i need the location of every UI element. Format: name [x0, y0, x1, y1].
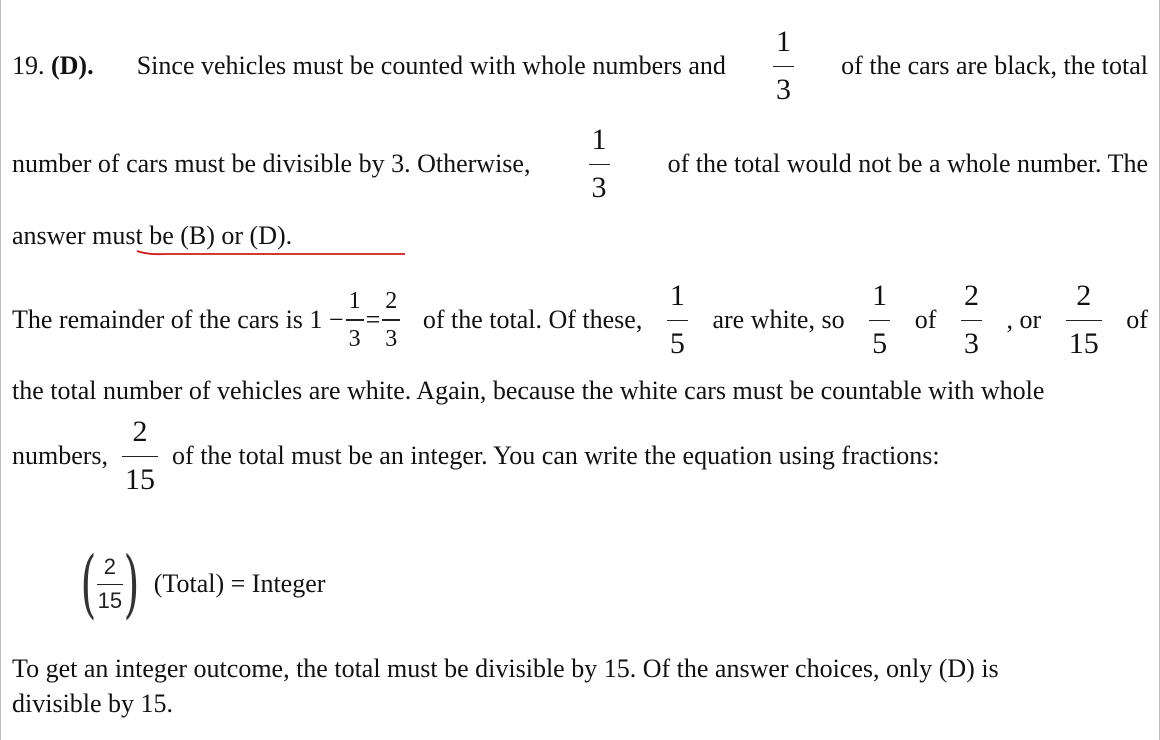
p2-line-1	[12, 278, 1148, 361]
fraction-two-fifteenths: $\frac{2}{15}$	[122, 417, 158, 495]
equals-sign: =	[365, 304, 381, 334]
p2-line-3	[12, 416, 940, 496]
fraction-one-third: $\frac{1}{3}$	[773, 27, 794, 105]
answer-label: (D).	[51, 51, 94, 80]
fraction-two-thirds: $\frac{2}{3}$	[382, 289, 400, 350]
p1-line-1	[12, 26, 1148, 106]
p2-line3-text-a: numbers,	[12, 441, 109, 470]
of-word: of	[914, 305, 937, 334]
p3-line-1: To get an integer outcome, the total must be divisible by 15. Of the answer choices, only (D) is	[12, 654, 999, 683]
equation	[74, 541, 326, 627]
p1-line1-text-b: Since vehicles must be counted with whole numbers and	[136, 51, 726, 80]
red-underline-mark	[136, 249, 406, 257]
fraction-one-fifth: $\frac{1}{5}$	[869, 281, 890, 359]
fraction-two-fifteenths: $\frac{2}{15}$	[1066, 281, 1102, 359]
p1-line-2	[12, 124, 1148, 204]
p2-line1-text-a: The remainder of the cars is 1 −	[12, 304, 344, 334]
p1-line2-text-a: number of cars must be divisible by 3. Otherwise,	[12, 149, 531, 178]
page-left-border	[0, 0, 1, 740]
p2-line1-text-c: are white, so	[712, 305, 845, 334]
p1-line2-text-b: of the total would not be a whole number. The	[667, 149, 1148, 178]
fraction-two-thirds: $\frac{2}{3}$	[961, 281, 982, 359]
p3-line-2: divisible by 15.	[12, 689, 174, 718]
fraction-one-third: $\frac{1}{3}$	[346, 289, 364, 350]
fraction-one-fifth: $\frac{1}{5}$	[667, 281, 688, 359]
right-paren: )	[123, 541, 140, 627]
p2-line-2: the total number of vehicles are white. Again, because the white cars must be countable with whole	[12, 376, 1045, 405]
equation-fraction: $\frac{2}{15}$	[97, 553, 123, 614]
p2-line1-text-d: , or	[1006, 305, 1042, 334]
fraction-one-third: $\frac{1}{3}$	[589, 125, 610, 203]
question-number: 19.	[12, 51, 45, 80]
left-paren: (	[80, 541, 97, 627]
equation-text: (Total) = Integer	[153, 569, 326, 598]
p2-line1-text-b: of the total. Of these,	[422, 305, 643, 334]
p2-line3-text-b: of the total must be an integer. You can write the equation using fractions:	[172, 441, 940, 470]
p1-line1-text-c: of the cars are black, the total	[841, 51, 1148, 80]
p2-line1-text-e: of	[1126, 305, 1148, 334]
p1-line-3: answer must be (B) or (D).	[12, 221, 293, 250]
red-underline-stroke	[137, 251, 405, 254]
